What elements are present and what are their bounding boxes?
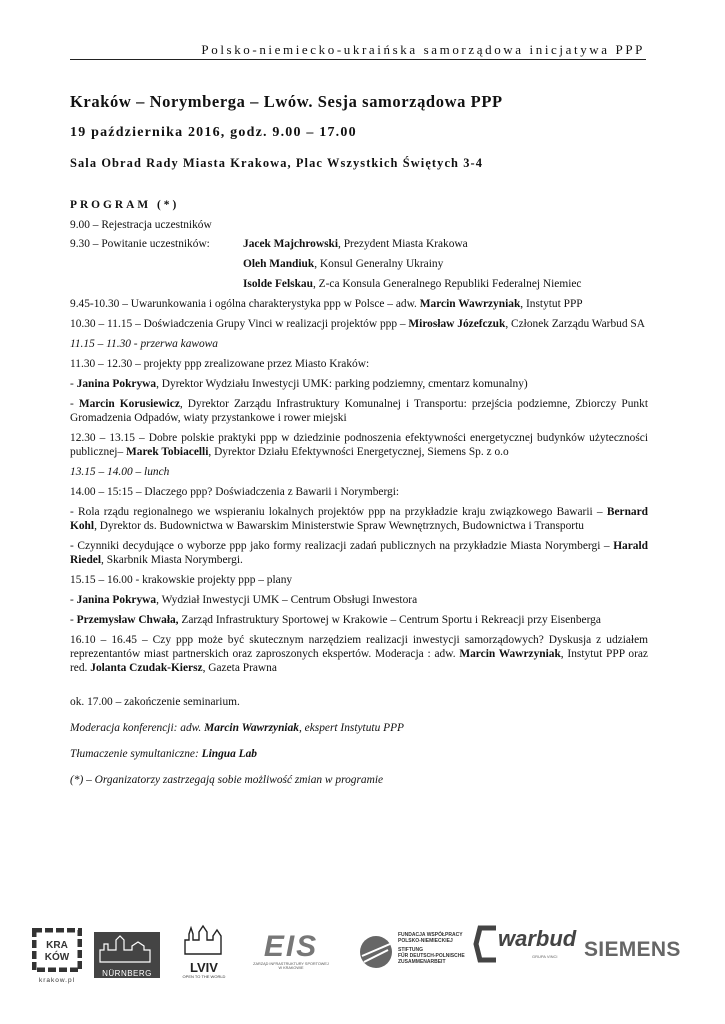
speaker-role: , Skarbnik Miasta Norymbergi. bbox=[101, 554, 243, 566]
agenda-session-6: 15.15 – 16.00 - krakowskie projekty ppp – plany bbox=[70, 574, 293, 586]
lviv-text: LVIV bbox=[190, 960, 218, 975]
disclaimer-note: (*) – Organizatorzy zastrzegają sobie możliwość zmian w programie bbox=[70, 774, 384, 786]
program-body bbox=[70, 198, 648, 793]
note-text: , ekspert Instytutu PPP bbox=[298, 722, 404, 734]
running-header: Polsko-niemiecko-ukraińska samorządowa inicjatywa PPP bbox=[201, 42, 645, 57]
agenda-session-6b bbox=[70, 613, 648, 627]
document-title: Kraków – Norymberga – Lwów. Sesja samorządowa PPP bbox=[70, 92, 503, 111]
welcome-speaker-3 bbox=[70, 277, 648, 291]
fwpn-line-4: FÜR DEUTSCH-POLNISCHE bbox=[398, 953, 465, 959]
welcome-speaker-1 bbox=[243, 237, 648, 251]
fwpn-line-3: STIFTUNG bbox=[398, 947, 423, 953]
sponsor-logos bbox=[28, 922, 700, 982]
session-text: - Rola rządu regionalnego we wspieraniu lokalnych projektów ppp na przykładzie kraju związkowego Bawarii – bbox=[70, 506, 607, 518]
agenda-welcome bbox=[70, 237, 648, 251]
spacer bbox=[70, 681, 648, 695]
agenda-registration: 9.00 – Rejestracja uczestników bbox=[70, 219, 212, 231]
speaker-name: Przemysław Chwała, bbox=[76, 614, 179, 626]
agenda-session-3a bbox=[70, 377, 648, 391]
speaker-role: , Prezydent Miasta Krakowa bbox=[338, 238, 468, 250]
fwpn-text-block bbox=[398, 932, 465, 965]
zis-logo bbox=[248, 932, 334, 978]
speaker-role: , Instytut PPP bbox=[520, 298, 583, 310]
translation-note bbox=[70, 747, 648, 761]
note-text: Moderacja konferencji: adw. bbox=[70, 722, 205, 734]
bullet-dash: - bbox=[70, 614, 77, 626]
fwpn-line-1: FUNDACJA WSPÓŁPRACY bbox=[398, 932, 463, 938]
event-date: 19 października 2016, godz. 9.00 – 17.00 bbox=[70, 125, 357, 140]
speaker-name: Harald Riedel bbox=[70, 540, 648, 566]
program-heading: PROGRAM (*) bbox=[70, 199, 180, 211]
fwpn-line-2: POLSKO-NIEMIECKIEJ bbox=[398, 938, 453, 944]
warbud-text: warbud bbox=[498, 926, 577, 951]
session-text: 10.30 – 11.15 – Doświadczenia Grupy Vinci w realizacji projektów ppp – bbox=[70, 318, 409, 330]
welcome-label: 9.30 – Powitanie uczestników: bbox=[70, 238, 210, 250]
session-text: 16.10 – 16.45 – Czy ppp może być skutecznym narzędziem realizacji inwestycji samorządowych? Dyskusja z udziałem reprezentantów miast partnerskich oraz zaproszonych ekspertów. Moderacja : adw. bbox=[70, 634, 648, 660]
moderator-name: Marcin Wawrzyniak bbox=[204, 722, 299, 734]
krakow-logo bbox=[32, 928, 82, 984]
agenda-session-5a bbox=[70, 505, 648, 533]
speaker-name: Isolde Felskau bbox=[243, 278, 313, 290]
note-text: Tłumaczenie symultaniczne: bbox=[70, 748, 202, 760]
nurnberg-text: NÜRNBERG bbox=[102, 969, 152, 978]
eis-text: EIS bbox=[263, 930, 319, 963]
speaker-name: Bernard Kohl bbox=[70, 506, 648, 532]
speaker-role: , Członek Zarządu Warbud SA bbox=[505, 318, 645, 330]
bullet-dash: - bbox=[70, 378, 77, 390]
warbud-logo bbox=[472, 922, 578, 972]
moderation-note bbox=[70, 721, 648, 735]
speaker-role: Zarząd Infrastruktury Sportowej w Krakowie – Centrum Sportu i Rekreacji przy Eisenberga bbox=[178, 614, 601, 626]
krakow-logo-text-2: KÓW bbox=[44, 952, 70, 963]
siemens-logo: SIEMENS bbox=[584, 938, 681, 961]
bullet-dash: - bbox=[70, 398, 79, 410]
lviv-logo bbox=[180, 924, 228, 980]
krakow-url: krakow.pl bbox=[38, 977, 76, 984]
warbud-subtext: GRUPA VINCI bbox=[532, 954, 558, 959]
fwpn-logo bbox=[358, 930, 468, 978]
speaker-name: Janina Pokrywa bbox=[76, 594, 157, 606]
agenda-end: ok. 17.00 – zakończenie seminarium. bbox=[70, 696, 240, 708]
agenda-coffee-break: 11.15 – 11.30 - przerwa kawowa bbox=[70, 338, 218, 350]
speaker-name: Marcin Wawrzyniak bbox=[459, 648, 561, 660]
agenda-session-5: 14.00 – 15:15 – Dlaczego ppp? Doświadczenia z Bawarii i Norymbergi: bbox=[70, 486, 400, 498]
fwpn-globe-icon bbox=[358, 934, 394, 970]
agenda-session-5b bbox=[70, 539, 648, 567]
agenda-session-3b bbox=[70, 397, 648, 425]
agenda-session-2 bbox=[70, 317, 648, 331]
session-text: , Instytut PPP oraz red. bbox=[70, 648, 648, 674]
lviv-subtext: OPEN TO THE WORLD bbox=[182, 974, 226, 979]
speaker-role: , Dyrektor ds. Budownictwa w Bawarskim Ministerstwie Spraw Wewnętrznych, Budownictwa i Transportu bbox=[94, 520, 584, 532]
agenda-session-6a bbox=[70, 593, 648, 607]
bullet-dash: - bbox=[70, 594, 77, 606]
welcome-speaker-2 bbox=[70, 257, 648, 271]
speaker-role: , Z-ca Konsula Generalnego Republiki Federalnej Niemiec bbox=[312, 278, 582, 290]
agenda-lunch: 13.15 – 14.00 – lunch bbox=[70, 466, 170, 478]
session-text: - Czynniki decydujące o wyborze ppp jako formy realizacji zadań publicznych na przykładzie Miasta Norymbergi – bbox=[70, 540, 614, 552]
speaker-name: Jolanta Czudak-Kiersz bbox=[90, 662, 203, 674]
agenda-session-1 bbox=[70, 297, 648, 311]
agenda-session-4 bbox=[70, 431, 648, 459]
speaker-name: Marek Tobiacelli bbox=[126, 446, 209, 458]
castle-icon bbox=[94, 932, 160, 964]
speaker-name: Marcin Wawrzyniak bbox=[419, 298, 521, 310]
speaker-name: Mirosław Józefczuk bbox=[408, 318, 506, 330]
session-text: 9.45-10.30 – Uwarunkowania i ogólna charakterystyka ppp w Polsce – adw. bbox=[70, 298, 420, 310]
krakow-mark-icon bbox=[32, 928, 82, 972]
translator-name: Lingua Lab bbox=[201, 748, 257, 760]
speaker-role: , Dyrektor Wydziału Inwestycji UMK: parking podziemny, cmentarz komunalny) bbox=[156, 378, 528, 390]
session-text: 12.30 – 13.15 – Dobre polskie praktyki ppp w dziedzinie podnoszenia efektywności energetycznej budynków użyteczności publicznej– bbox=[70, 432, 648, 458]
nurnberg-logo bbox=[94, 932, 160, 978]
speaker-role: , Gazeta Prawna bbox=[202, 662, 277, 674]
speaker-name: Janina Pokrywa bbox=[76, 378, 157, 390]
eis-subtext-1: ZARZĄD INFRASTRUKTURY SPORTOWEJ bbox=[253, 962, 329, 966]
fwpn-line-5: ZUSAMMENARBEIT bbox=[398, 959, 446, 965]
speaker-role: , Konsul Generalny Ukrainy bbox=[314, 258, 444, 270]
speaker-name: Marcin Korusiewicz bbox=[78, 398, 180, 410]
krakow-logo-text-1: KRA bbox=[46, 940, 68, 951]
eis-subtext-2: W KRAKOWIE bbox=[278, 966, 304, 970]
agenda-session-7 bbox=[70, 633, 648, 675]
speaker-role: , Wydział Inwestycji UMK – Centrum Obsługi Inwestora bbox=[156, 594, 418, 606]
speaker-name: Oleh Mandiuk bbox=[243, 258, 315, 270]
lviv-skyline-icon bbox=[181, 924, 227, 956]
event-venue: Sala Obrad Rady Miasta Krakowa, Plac Wszystkich Świętych 3-4 bbox=[70, 156, 484, 170]
speaker-role: , Dyrektor Zarządu Infrastruktury Komunalnej i Transportu: przejścia podziemne, Zbiorczy Punkt Gromadzenia Odpadów, wiaty przystankowe i rower miejski bbox=[70, 398, 648, 424]
speaker-role: , Dyrektor Działu Efektywności Energetycznej, Siemens Sp. z o.o bbox=[208, 446, 509, 458]
agenda-session-3: 11.30 – 12.30 – projekty ppp zrealizowane przez Miasto Kraków: bbox=[70, 358, 370, 370]
speaker-name: Jacek Majchrowski bbox=[243, 238, 339, 250]
header-rule bbox=[70, 59, 646, 60]
